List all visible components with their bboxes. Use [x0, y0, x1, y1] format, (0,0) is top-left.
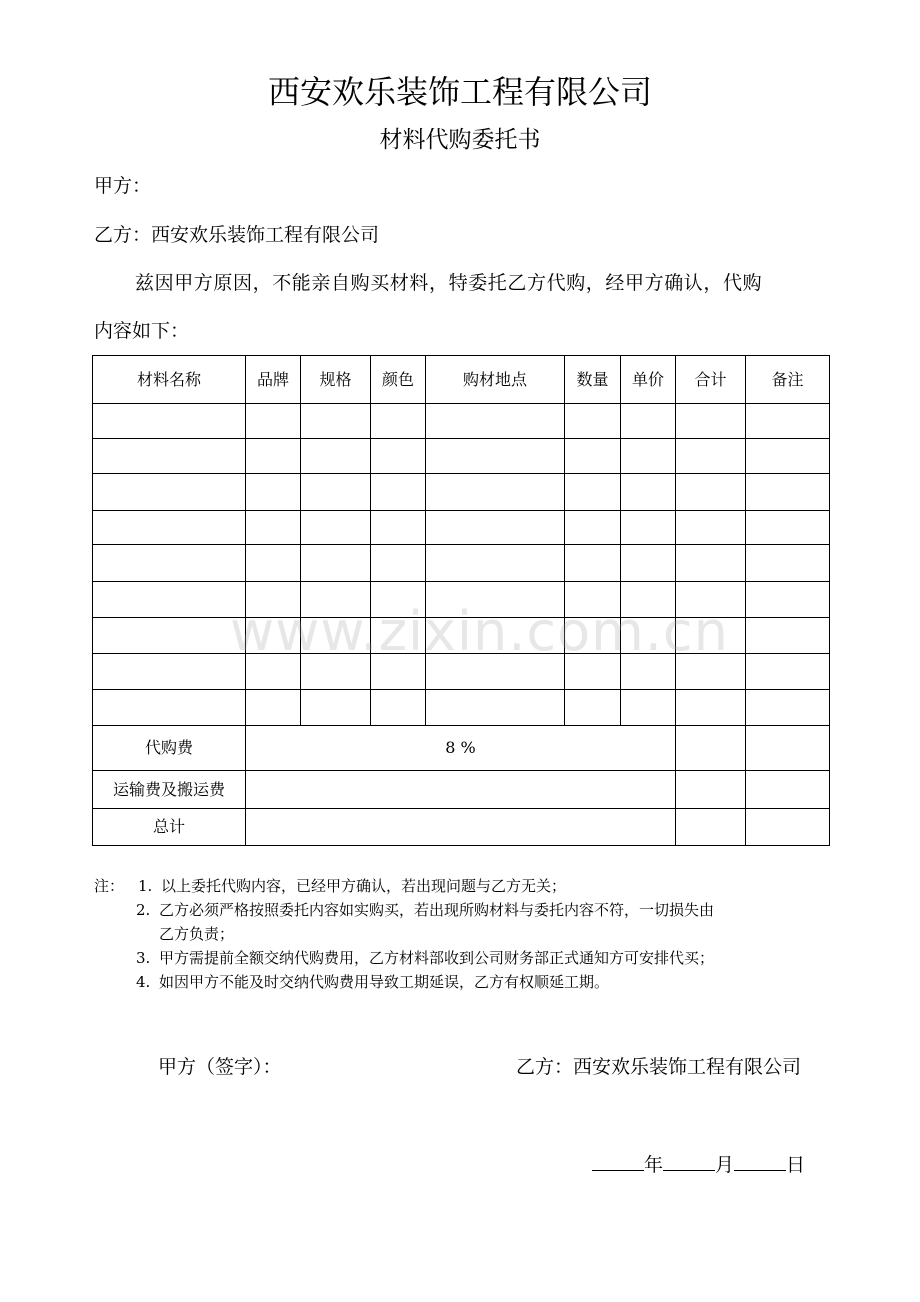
table-cell	[746, 618, 830, 654]
party-b-line: 乙方：西安欢乐装饰工程有限公司	[94, 224, 380, 246]
table-cell	[246, 404, 301, 439]
table-cell	[246, 439, 301, 474]
note-number: 3.	[136, 949, 151, 967]
table-cell	[565, 511, 621, 545]
year-label: 年	[644, 1154, 664, 1176]
note-text: 如因甲方不能及时交纳代购费用导致工期延误，乙方有权顺延工期。	[159, 973, 610, 991]
table-cell	[565, 545, 621, 582]
table-row	[93, 690, 830, 726]
header-total: 合计	[676, 356, 746, 404]
table-cell	[676, 439, 746, 474]
table-cell	[301, 511, 371, 545]
notes-prefix: 注：	[94, 877, 125, 895]
table-cell	[676, 545, 746, 582]
table-cell	[676, 511, 746, 545]
table-cell	[746, 474, 830, 511]
table-cell	[746, 545, 830, 582]
table-cell	[301, 690, 371, 726]
table-cell	[93, 582, 246, 618]
table-cell	[93, 545, 246, 582]
table-cell	[93, 654, 246, 690]
party-a-line: 甲方：	[94, 175, 152, 197]
summary-row-grand-total	[93, 809, 830, 846]
header-remarks: 备注	[746, 356, 830, 404]
table-cell	[371, 545, 426, 582]
table-cell	[746, 582, 830, 618]
table-cell	[301, 404, 371, 439]
note-text-continued: 乙方负责；	[159, 925, 235, 943]
note-text: 乙方必须严格按照委托内容如实购买，若出现所购材料与委托内容不符，一切损失由	[159, 901, 715, 919]
intro-line-1: 兹因甲方原因，不能亲自购买材料，特委托乙方代购，经甲方确认，代购	[135, 272, 763, 294]
table-cell	[301, 545, 371, 582]
company-name: 西安欢乐装饰工程有限公司	[267, 73, 652, 111]
table-cell	[371, 511, 426, 545]
summary-row-transport-fee	[93, 771, 830, 809]
summary-remark-cell	[746, 771, 830, 809]
table-cell	[426, 690, 565, 726]
table-row	[93, 511, 830, 545]
table-cell	[426, 404, 565, 439]
day-label: 日	[786, 1154, 806, 1176]
table-row	[93, 545, 830, 582]
table-cell	[93, 439, 246, 474]
table-cell	[746, 439, 830, 474]
watermark: www.zixin.com.cn	[230, 600, 729, 663]
summary-value: 8 %	[246, 726, 676, 771]
table-cell	[426, 439, 565, 474]
summary-total-cell	[676, 726, 746, 771]
table-cell	[93, 404, 246, 439]
table-cell	[676, 404, 746, 439]
table-cell	[621, 511, 676, 545]
summary-row-purchase-fee	[93, 726, 830, 771]
summary-label: 代购费	[93, 726, 246, 771]
table-cell	[301, 439, 371, 474]
document-title: 材料代购委托书	[379, 127, 541, 153]
table-cell	[426, 474, 565, 511]
table-cell	[621, 404, 676, 439]
party-b-signature-label: 乙方：西安欢乐装饰工程有限公司	[516, 1056, 802, 1078]
table-cell	[676, 690, 746, 726]
header-purchase-location: 购材地点	[426, 356, 565, 404]
table-cell	[426, 545, 565, 582]
table-cell	[246, 474, 301, 511]
date-line	[592, 1150, 805, 1178]
party-a-signature-label: 甲方（签字）：	[158, 1056, 282, 1078]
table-cell	[93, 511, 246, 545]
table-cell	[621, 690, 676, 726]
table-cell	[246, 690, 301, 726]
table-cell	[565, 474, 621, 511]
header-spec: 规格	[301, 356, 371, 404]
note-number: 4.	[136, 973, 151, 991]
table-cell	[746, 404, 830, 439]
day-blank[interactable]	[734, 1150, 786, 1171]
table-cell	[621, 545, 676, 582]
summary-value	[246, 809, 676, 846]
table-cell	[371, 404, 426, 439]
summary-value	[246, 771, 676, 809]
table-cell	[93, 618, 246, 654]
table-cell	[301, 474, 371, 511]
table-cell	[676, 474, 746, 511]
year-blank[interactable]	[592, 1150, 644, 1171]
table-cell	[246, 545, 301, 582]
table-cell	[93, 690, 246, 726]
table-cell	[93, 474, 246, 511]
table-cell	[746, 654, 830, 690]
table-cell	[746, 511, 830, 545]
note-number: 2.	[136, 901, 151, 919]
header-quantity: 数量	[565, 356, 621, 404]
table-cell	[565, 404, 621, 439]
header-unit-price: 单价	[621, 356, 676, 404]
header-brand: 品牌	[246, 356, 301, 404]
table-cell	[565, 439, 621, 474]
summary-remark-cell	[746, 809, 830, 846]
table-row	[93, 404, 830, 439]
table-row	[93, 474, 830, 511]
intro-line-2: 内容如下：	[94, 320, 190, 342]
table-cell	[746, 690, 830, 726]
table-cell	[426, 511, 565, 545]
header-color: 颜色	[371, 356, 426, 404]
table-cell	[246, 511, 301, 545]
summary-total-cell	[676, 771, 746, 809]
table-cell	[371, 690, 426, 726]
header-material-name: 材料名称	[93, 356, 246, 404]
table-cell	[565, 690, 621, 726]
summary-label: 运输费及搬运费	[93, 771, 246, 809]
table-cell	[371, 474, 426, 511]
month-label: 月	[715, 1154, 735, 1176]
note-text: 甲方需提前全额交纳代购费用，乙方材料部收到公司财务部正式通知方可安排代买；	[159, 949, 715, 967]
table-cell	[621, 474, 676, 511]
summary-label: 总计	[93, 809, 246, 846]
table-row	[93, 439, 830, 474]
summary-remark-cell	[746, 726, 830, 771]
table-cell	[371, 439, 426, 474]
table-cell	[621, 439, 676, 474]
month-blank[interactable]	[663, 1150, 715, 1171]
note-text: 以上委托代购内容，已经甲方确认，若出现问题与乙方无关；	[161, 877, 567, 895]
note-number: 1.	[138, 877, 153, 895]
summary-total-cell	[676, 809, 746, 846]
table-header-row	[93, 356, 830, 404]
